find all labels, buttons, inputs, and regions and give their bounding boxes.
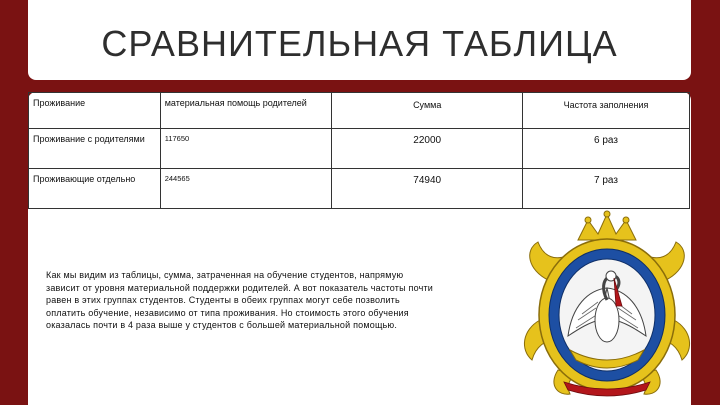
table-row bbox=[29, 129, 690, 169]
table-header-cell: Сумма bbox=[332, 93, 523, 129]
table-cell: 244565 bbox=[160, 169, 332, 209]
table-header-cell: материальная помощь родителей bbox=[160, 93, 332, 129]
table-cell: Проживание с родителями bbox=[29, 129, 161, 169]
table-cell: 22000 bbox=[332, 129, 523, 169]
page-title: СРАВНИТЕЛЬНАЯ ТАБЛИЦА bbox=[101, 23, 618, 64]
table-header-row bbox=[29, 93, 690, 129]
pelican-coat-of-arms-icon bbox=[518, 210, 696, 400]
table-header-cell: Частота заполнения bbox=[522, 93, 689, 129]
table-cell: 7 раз bbox=[522, 169, 689, 209]
table-cell: 74940 bbox=[332, 169, 523, 209]
content-card bbox=[28, 92, 691, 405]
table-header-cell: Проживание bbox=[29, 93, 161, 129]
title-card bbox=[28, 0, 691, 80]
table-row bbox=[29, 169, 690, 209]
comparison-table bbox=[28, 92, 690, 209]
table-cell: 117650 bbox=[160, 129, 332, 169]
table-cell: 6 раз bbox=[522, 129, 689, 169]
table-cell: Проживающие отдельно bbox=[29, 169, 161, 209]
conclusion-text: Как мы видим из таблицы, сумма, затраченная на обучение студентов, напрямую зависит от уровня материальной поддержки родителей. А вот показатель частоты почти равен в этих группах студентов. Студенты в обеих группах могут себе позволить оплатить обучение, независимо от типа проживания. Но стоимость этого обучения оказалась почти в 4 раза выше у студентов с большей материальной помощью. bbox=[46, 270, 434, 330]
